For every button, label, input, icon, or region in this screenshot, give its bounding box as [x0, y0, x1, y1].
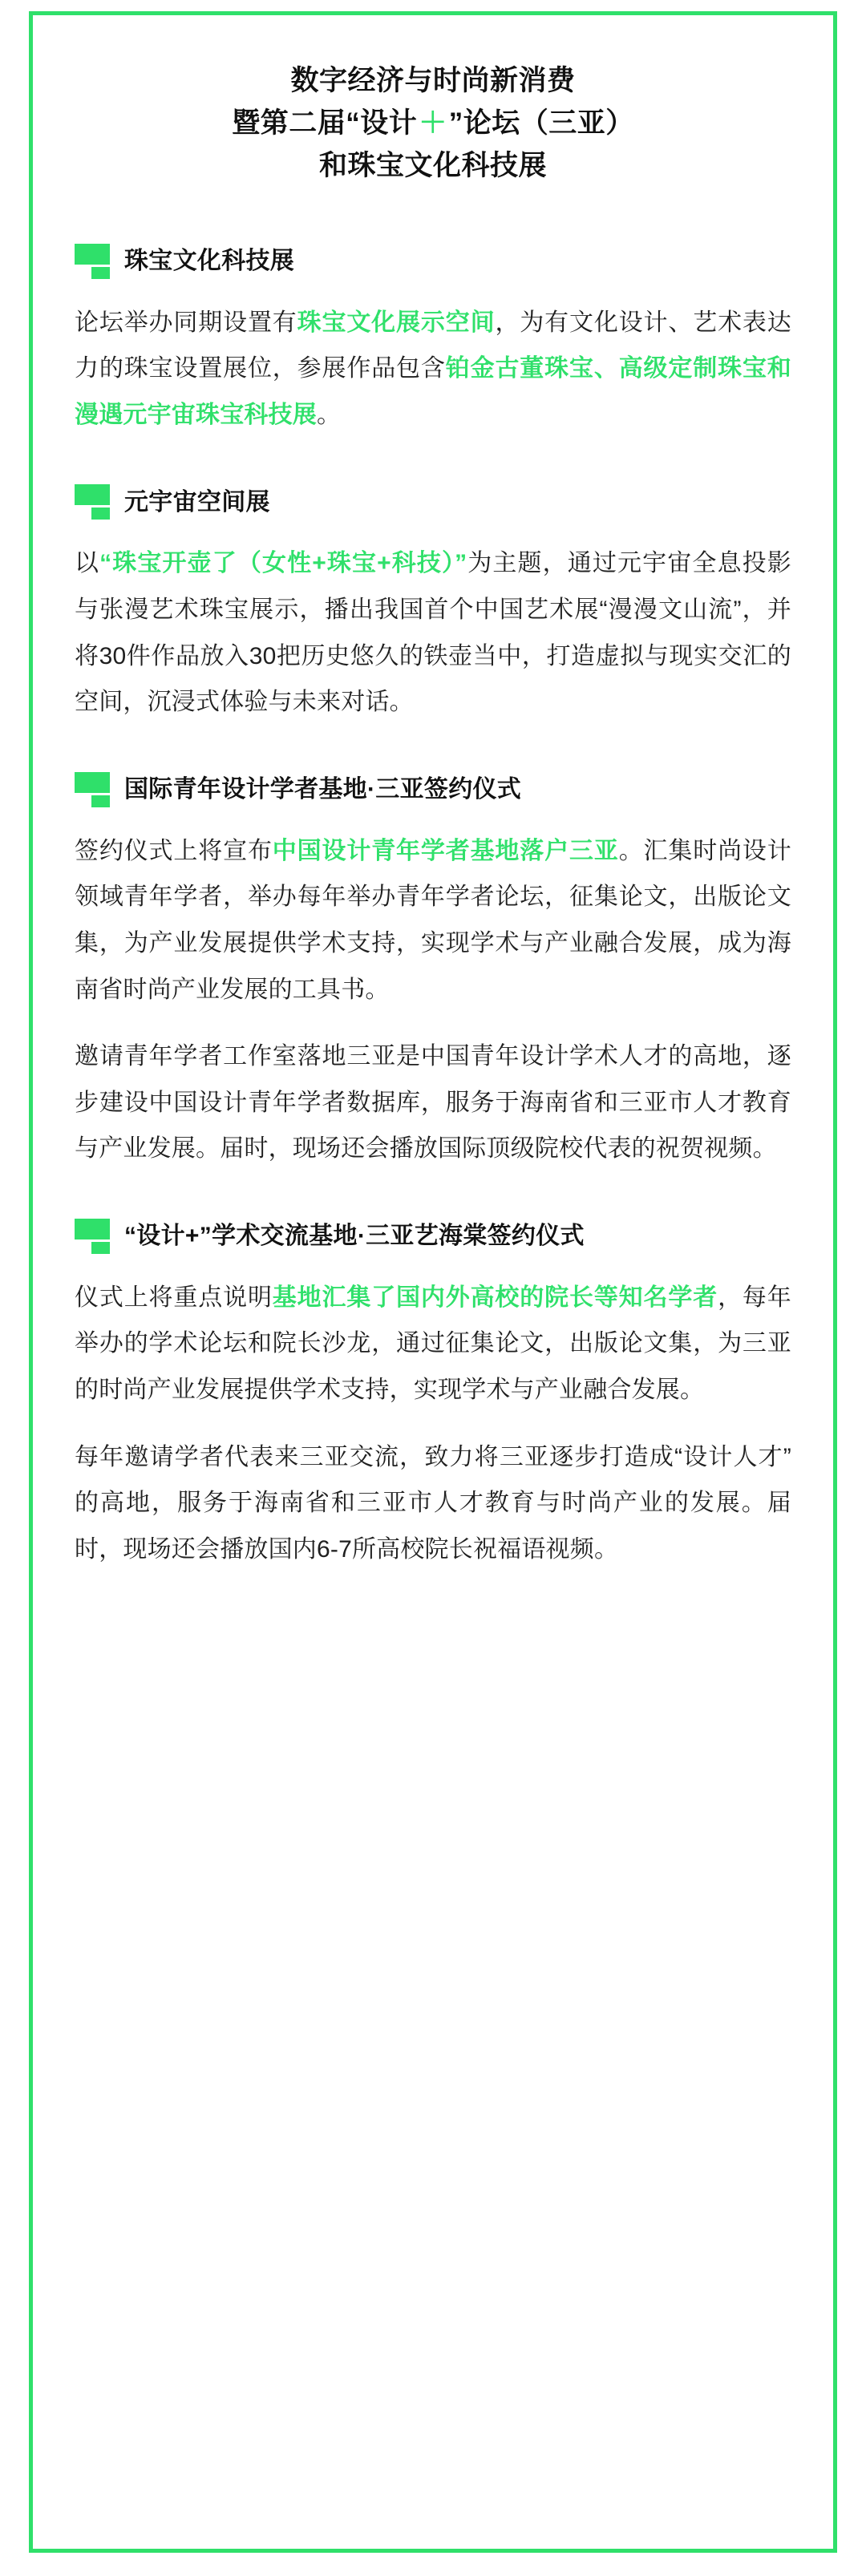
- section-heading: [75, 484, 791, 520]
- section-metaverse-space-expo: [75, 484, 791, 725]
- section-design-plus-academic-exchange-base: [75, 1219, 791, 1573]
- paragraph: [75, 1434, 791, 1573]
- title-line-1: 数字经济与时尚新消费: [290, 65, 576, 96]
- text-run-highlight: 珠宝文化展示空间: [297, 309, 496, 336]
- text-run: 签约仪式上将宣布: [75, 837, 273, 864]
- text-run: 以: [75, 550, 100, 577]
- section-jewelry-culture-tech-expo: [75, 244, 791, 439]
- text-run-highlight: “珠宝开壶了（女性+珠宝+科技）”: [99, 550, 467, 577]
- section-heading: [75, 244, 791, 279]
- text-run: 为主题，通过元宇宙全息投影与张漫艺术珠宝展示，播出我国首个中国艺术展“漫漫文山流”，并将30件作品放入30把历史悠久的铁壶当中，打造虚拟与现实交汇的空间，沉浸式体验与未来对话。: [75, 550, 791, 716]
- article-card: [29, 11, 837, 2553]
- text-run-highlight: 铂金古董珠宝、高级定制珠宝和漫遇元宇宙珠宝科技展: [75, 355, 791, 428]
- page-title: [75, 59, 791, 188]
- text-run-highlight: 中国设计青年学者基地落户三亚: [272, 837, 619, 864]
- section-heading: [75, 772, 791, 807]
- title-line-2-part-a: 暨第二届“设计: [232, 107, 418, 140]
- green-square-mark-icon: [75, 772, 110, 807]
- plus-symbol: ＋: [419, 107, 447, 140]
- text-run: 论坛举办同期设置有: [75, 309, 297, 336]
- section-international-youth-design-scholar-base: [75, 772, 791, 1172]
- paragraph: [75, 540, 791, 725]
- text-run: 。: [317, 401, 342, 428]
- title-line-3: 和珠宝文化科技展: [318, 150, 547, 182]
- title-line-2-part-b: ”论坛（三亚）: [448, 107, 634, 140]
- green-square-mark-icon: [75, 1219, 110, 1254]
- text-run: 每年邀请学者代表来三亚交流，致力将三亚逐步打造成“设计人才”的高地，服务于海南省和三亚市人才教育与时尚产业的发展。届时，现场还会播放国内6-7所高校院长祝福语视频。: [75, 1443, 791, 1563]
- section-heading-label: “设计+”学术交流基地·三亚艺海棠签约仪式: [124, 1223, 585, 1250]
- section-heading-label: 元宇宙空间展: [124, 488, 270, 516]
- title-line-2: [75, 102, 791, 144]
- paragraph: [75, 300, 791, 439]
- text-run-highlight: 基地汇集了国内外高校的院长等知名学者: [272, 1284, 718, 1311]
- text-run: 邀请青年学者工作室落地三亚是中国青年设计学术人才的高地，逐步建设中国设计青年学者数据库，服务于海南省和三亚市人才教育与产业发展。届时，现场还会播放国际顶级院校代表的祝贺视频。: [75, 1043, 791, 1163]
- green-square-mark-icon: [75, 484, 110, 520]
- text-run: 。汇集时尚设计领域青年学者，举办每年举办青年学者论坛，征集论文，出版论文集，为产业发展提供学术支持，实现学术与产业融合发展，成为海南省时尚产业发展的工具书。: [75, 837, 791, 1003]
- text-run: ，为有文化设计、艺术表达力的珠宝设置展位，参展作品包含: [75, 309, 791, 382]
- section-heading: [75, 1219, 791, 1254]
- text-run: 仪式上将重点说明: [75, 1284, 273, 1311]
- text-run: ，每年举办的学术论坛和院长沙龙，通过征集论文，出版论文集，为三亚的时尚产业发展提供学术支持，实现学术与产业融合发展。: [75, 1284, 791, 1404]
- paragraph: [75, 828, 791, 1013]
- green-square-mark-icon: [75, 244, 110, 279]
- section-heading-label: 国际青年设计学者基地·三亚签约仪式: [124, 776, 522, 803]
- section-heading-label: 珠宝文化科技展: [124, 248, 295, 275]
- paragraph: [75, 1275, 791, 1413]
- document-page: [0, 11, 866, 2576]
- paragraph: [75, 1033, 791, 1172]
